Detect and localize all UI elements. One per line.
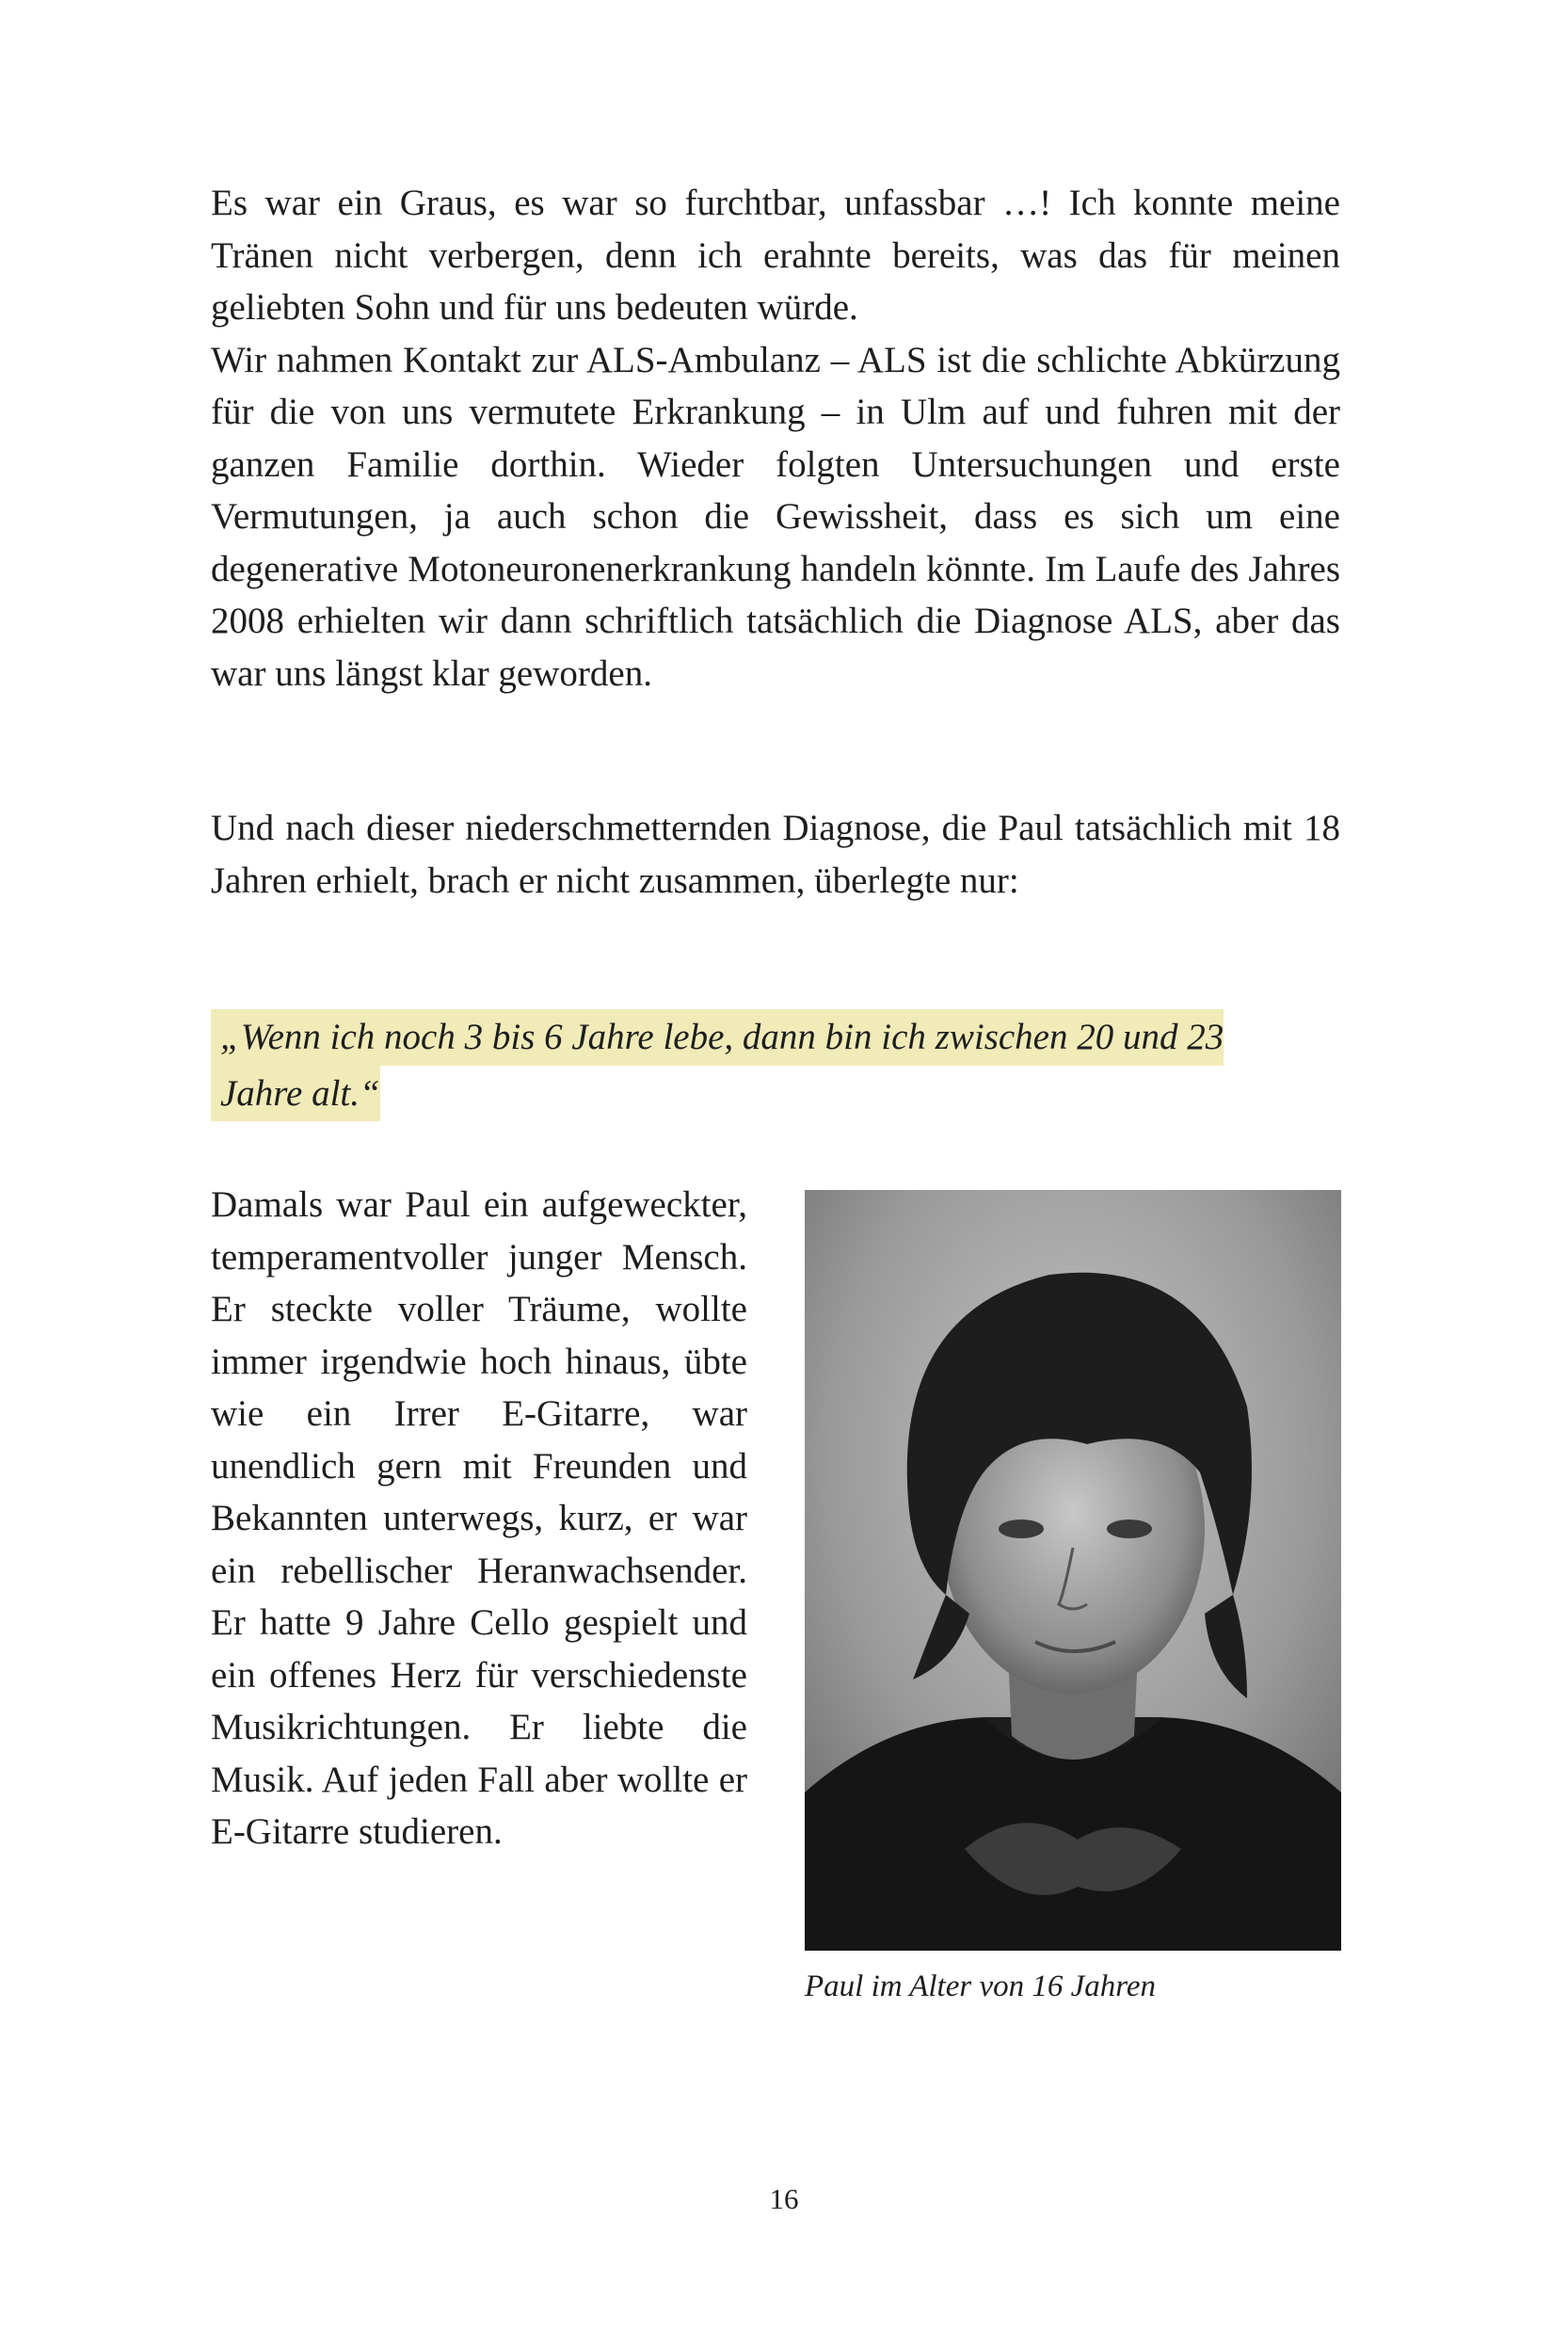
page-number: 16 xyxy=(769,2182,799,2215)
paragraph-reaction xyxy=(211,802,1340,907)
paragraph-text: Und nach dieser niederschmetternden Diagnose, die Paul tatsächlich mit 18 Jahren erhielt, brach er nicht zusammen, überlegte nur: xyxy=(211,808,1340,901)
paragraph-text: Wir nahmen Kontakt zur ALS-Ambulanz – ALS ist die schlichte Abkürzung für die von uns vermutete Erkrankung – in Ulm auf und fuhren mit der ganzen Familie dorthin. Wieder folgten Untersuchungen und erste Vermutungen, ja auch schon die Gewissheit, dass es sich um eine degenerative Motoneuronenerkrankung handeln könnte. Im Laufe des Jahres 2008 erhielten wir dann schriftlich tatsächlich die Diagnose ALS, aber das war uns längst klar geworden. xyxy=(211,339,1340,694)
paragraph-diagnosis xyxy=(211,177,1340,699)
highlighted-quote xyxy=(211,1009,1340,1121)
quote-line: Jahre alt.“ xyxy=(211,1066,380,1122)
quote-line: „Wenn ich noch 3 bis 6 Jahre lebe, dann bin ich zwischen 20 und 23 xyxy=(211,1009,1224,1066)
photo-caption: Paul im Alter von 16 Jahren xyxy=(805,1969,1157,2003)
portrait-photo xyxy=(805,1190,1341,1951)
portrait-illustration xyxy=(805,1190,1341,1951)
paragraph-text: Es war ein Graus, es war so furchtbar, unfassbar …! Ich konnte meine Tränen nicht verbergen, denn ich erahnte bereits, was das für meinen geliebten Sohn und für uns bedeuten würde. xyxy=(211,183,1340,328)
side-paragraph: Damals war Paul ein aufgeweckter, temperamentvoller junger Mensch. Er steckte voller Träume, wollte immer irgendwie hoch hinaus, übte wie ein Irrer E-Gitarre, war unendlich gern mit Freunden und Bekannten unterwegs, kurz, er war ein rebellischer Heranwachsender. Er hatte 9 Jahre Cello gespielt und ein offenes Herz für verschiedenste Musikrichtungen. Er liebte die Musik. Auf jeden Fall aber wollte er E-Gitarre studieren. xyxy=(211,1184,747,1852)
